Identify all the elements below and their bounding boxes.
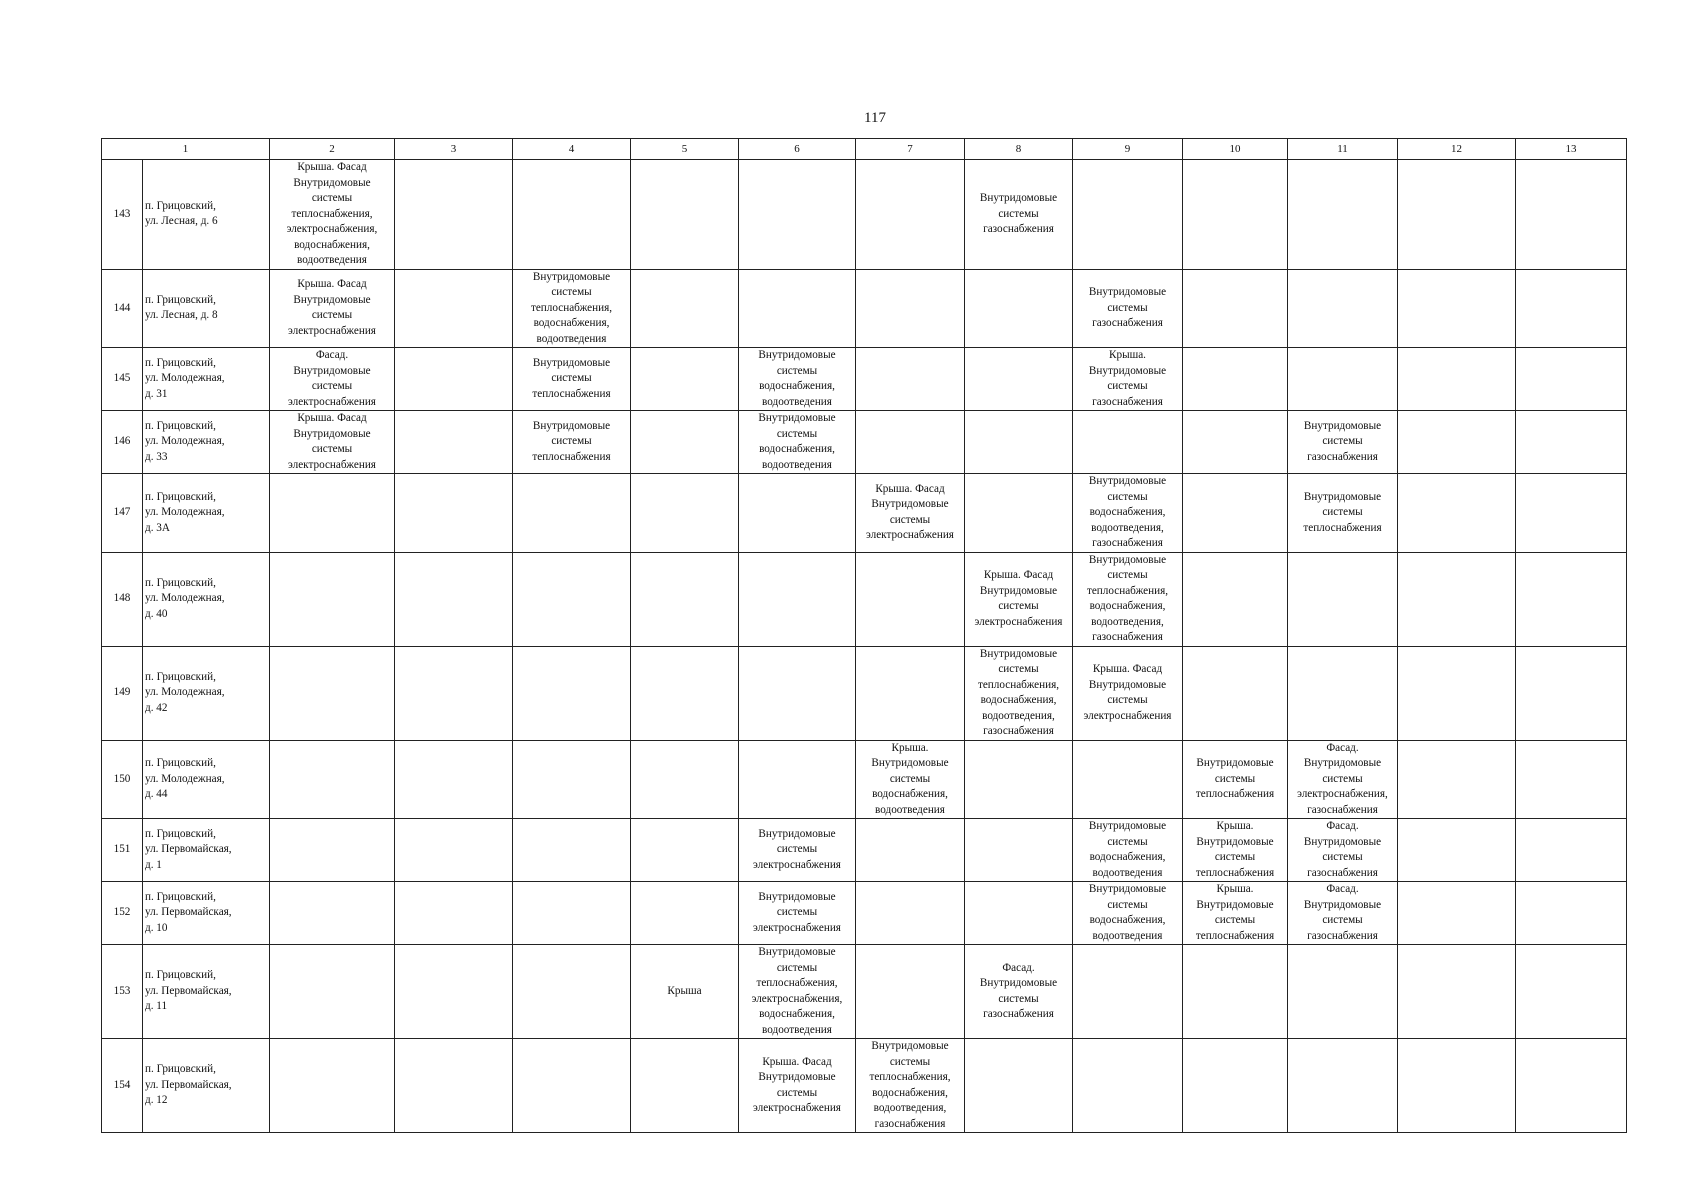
column-header: 11 xyxy=(1288,139,1398,160)
work-cell-col-3 xyxy=(395,411,513,474)
work-cell-col-6 xyxy=(739,740,856,819)
work-cell-col-8 xyxy=(965,269,1073,348)
table-row xyxy=(102,882,1627,945)
work-cell-col-12 xyxy=(1398,269,1516,348)
work-cell-col-12 xyxy=(1398,740,1516,819)
row-number: 150 xyxy=(102,740,143,819)
column-header: 4 xyxy=(513,139,631,160)
work-cell-col-6: Крыша. Фасад Внутридомовые системы электроснабжения xyxy=(739,1039,856,1133)
work-cell-col-10 xyxy=(1183,552,1288,646)
work-cell-col-13 xyxy=(1516,269,1627,348)
work-cell-col-7 xyxy=(856,411,965,474)
work-cell-col-4 xyxy=(513,552,631,646)
row-number: 145 xyxy=(102,348,143,411)
work-cell-col-5 xyxy=(631,1039,739,1133)
address-cell: п. Грицовский, ул. Молодежная, д. 3А xyxy=(143,474,270,553)
work-cell-col-5 xyxy=(631,740,739,819)
work-cell-col-3 xyxy=(395,552,513,646)
work-cell-col-4 xyxy=(513,945,631,1039)
work-cell-col-11 xyxy=(1288,348,1398,411)
table-row xyxy=(102,819,1627,882)
address-cell: п. Грицовский, ул. Первомайская, д. 12 xyxy=(143,1039,270,1133)
table-row xyxy=(102,269,1627,348)
work-cell-col-5 xyxy=(631,160,739,270)
work-cell-col-4 xyxy=(513,646,631,740)
column-header: 13 xyxy=(1516,139,1627,160)
work-cell-col-9 xyxy=(1073,945,1183,1039)
work-cell-col-4 xyxy=(513,474,631,553)
work-cell-col-6 xyxy=(739,160,856,270)
work-cell-col-12 xyxy=(1398,646,1516,740)
column-header: 6 xyxy=(739,139,856,160)
work-cell-col-7 xyxy=(856,882,965,945)
work-cell-col-3 xyxy=(395,882,513,945)
row-number: 147 xyxy=(102,474,143,553)
row-number: 143 xyxy=(102,160,143,270)
table-row xyxy=(102,160,1627,270)
work-cell-col-6: Внутридомовые системы теплоснабжения, электроснабжения, водоснабжения, водоотведения xyxy=(739,945,856,1039)
work-cell-col-8 xyxy=(965,882,1073,945)
work-cell-col-8 xyxy=(965,740,1073,819)
address-cell: п. Грицовский, ул. Лесная, д. 8 xyxy=(143,269,270,348)
work-cell-col-5 xyxy=(631,819,739,882)
work-cell-col-10 xyxy=(1183,474,1288,553)
work-cell-col-5: Крыша xyxy=(631,945,739,1039)
work-cell-col-2 xyxy=(270,646,395,740)
work-cell-col-6 xyxy=(739,269,856,348)
work-cell-col-13 xyxy=(1516,646,1627,740)
work-cell-col-3 xyxy=(395,1039,513,1133)
work-cell-col-10: Внутридомовые системы теплоснабжения xyxy=(1183,740,1288,819)
work-cell-col-11 xyxy=(1288,646,1398,740)
work-cell-col-7: Внутридомовые системы теплоснабжения, водоснабжения, водоотведения, газоснабжения xyxy=(856,1039,965,1133)
work-cell-col-8 xyxy=(965,819,1073,882)
work-cell-col-12 xyxy=(1398,474,1516,553)
work-cell-col-3 xyxy=(395,740,513,819)
work-cell-col-7 xyxy=(856,552,965,646)
work-cell-col-8: Внутридомовые системы теплоснабжения, водоснабжения, водоотведения, газоснабжения xyxy=(965,646,1073,740)
work-cell-col-9 xyxy=(1073,160,1183,270)
table-body xyxy=(102,139,1627,1133)
work-cell-col-12 xyxy=(1398,1039,1516,1133)
work-cell-col-4 xyxy=(513,160,631,270)
work-cell-col-9: Внутридомовые системы теплоснабжения, водоснабжения, водоотведения, газоснабжения xyxy=(1073,552,1183,646)
work-cell-col-2: Крыша. Фасад Внутридомовые системы теплоснабжения, электроснабжения, водоснабжения, водоотведения xyxy=(270,160,395,270)
work-cell-col-10 xyxy=(1183,269,1288,348)
table-row xyxy=(102,552,1627,646)
column-header: 8 xyxy=(965,139,1073,160)
work-cell-col-5 xyxy=(631,411,739,474)
column-header: 9 xyxy=(1073,139,1183,160)
column-header: 1 xyxy=(102,139,270,160)
work-cell-col-8: Крыша. Фасад Внутридомовые системы электроснабжения xyxy=(965,552,1073,646)
column-header: 5 xyxy=(631,139,739,160)
work-cell-col-6 xyxy=(739,552,856,646)
address-cell: п. Грицовский, ул. Молодежная, д. 42 xyxy=(143,646,270,740)
work-cell-col-4: Внутридомовые системы теплоснабжения xyxy=(513,411,631,474)
work-cell-col-9: Крыша. Внутридомовые системы газоснабжения xyxy=(1073,348,1183,411)
work-cell-col-6 xyxy=(739,474,856,553)
table-row xyxy=(102,646,1627,740)
work-cell-col-2: Крыша. Фасад Внутридомовые системы электроснабжения xyxy=(270,269,395,348)
work-cell-col-11: Внутридомовые системы теплоснабжения xyxy=(1288,474,1398,553)
work-cell-col-6: Внутридомовые системы электроснабжения xyxy=(739,882,856,945)
work-cell-col-13 xyxy=(1516,740,1627,819)
work-cell-col-11: Фасад. Внутридомовые системы электроснабжения, газоснабжения xyxy=(1288,740,1398,819)
work-cell-col-2: Крыша. Фасад Внутридомовые системы электроснабжения xyxy=(270,411,395,474)
column-header: 10 xyxy=(1183,139,1288,160)
row-number: 154 xyxy=(102,1039,143,1133)
work-cell-col-12 xyxy=(1398,945,1516,1039)
work-cell-col-8 xyxy=(965,1039,1073,1133)
work-cell-col-5 xyxy=(631,348,739,411)
work-cell-col-2 xyxy=(270,740,395,819)
table-row xyxy=(102,945,1627,1039)
work-cell-col-3 xyxy=(395,474,513,553)
work-cell-col-11 xyxy=(1288,1039,1398,1133)
work-cell-col-7 xyxy=(856,646,965,740)
work-cell-col-10 xyxy=(1183,1039,1288,1133)
work-cell-col-10 xyxy=(1183,160,1288,270)
work-cell-col-7: Крыша. Внутридомовые системы водоснабжения, водоотведения xyxy=(856,740,965,819)
work-cell-col-12 xyxy=(1398,882,1516,945)
work-cell-col-9 xyxy=(1073,1039,1183,1133)
work-cell-col-9: Внутридомовые системы водоснабжения, водоотведения xyxy=(1073,882,1183,945)
work-cell-col-11 xyxy=(1288,552,1398,646)
row-number: 153 xyxy=(102,945,143,1039)
work-cell-col-5 xyxy=(631,552,739,646)
work-cell-col-11: Фасад. Внутридомовые системы газоснабжения xyxy=(1288,882,1398,945)
work-cell-col-10: Крыша. Внутридомовые системы теплоснабжения xyxy=(1183,819,1288,882)
row-number: 149 xyxy=(102,646,143,740)
table-row xyxy=(102,348,1627,411)
column-header: 2 xyxy=(270,139,395,160)
address-cell: п. Грицовский, ул. Лесная, д. 6 xyxy=(143,160,270,270)
work-cell-col-12 xyxy=(1398,160,1516,270)
column-header: 12 xyxy=(1398,139,1516,160)
work-cell-col-3 xyxy=(395,945,513,1039)
address-cell: п. Грицовский, ул. Молодежная, д. 44 xyxy=(143,740,270,819)
work-cell-col-5 xyxy=(631,882,739,945)
work-cell-col-8: Фасад. Внутридомовые системы газоснабжения xyxy=(965,945,1073,1039)
work-cell-col-8 xyxy=(965,474,1073,553)
row-number: 144 xyxy=(102,269,143,348)
address-cell: п. Грицовский, ул. Первомайская, д. 1 xyxy=(143,819,270,882)
work-cell-col-5 xyxy=(631,474,739,553)
work-cell-col-13 xyxy=(1516,348,1627,411)
work-cell-col-2: Фасад. Внутридомовые системы электроснабжения xyxy=(270,348,395,411)
work-cell-col-10 xyxy=(1183,646,1288,740)
work-cell-col-9: Внутридомовые системы газоснабжения xyxy=(1073,269,1183,348)
work-cell-col-2 xyxy=(270,1039,395,1133)
work-cell-col-11 xyxy=(1288,160,1398,270)
work-cell-col-2 xyxy=(270,552,395,646)
work-cell-col-4: Внутридомовые системы теплоснабжения xyxy=(513,348,631,411)
work-cell-col-11: Внутридомовые системы газоснабжения xyxy=(1288,411,1398,474)
work-cell-col-4 xyxy=(513,882,631,945)
work-cell-col-4: Внутридомовые системы теплоснабжения, водоснабжения, водоотведения xyxy=(513,269,631,348)
work-cell-col-12 xyxy=(1398,411,1516,474)
table-row xyxy=(102,1039,1627,1133)
work-cell-col-6: Внутридомовые системы водоснабжения, водоотведения xyxy=(739,411,856,474)
work-cell-col-11: Фасад. Внутридомовые системы газоснабжения xyxy=(1288,819,1398,882)
repair-schedule-table xyxy=(101,138,1627,1133)
work-cell-col-9 xyxy=(1073,740,1183,819)
work-cell-col-13 xyxy=(1516,160,1627,270)
work-cell-col-4 xyxy=(513,740,631,819)
row-number: 152 xyxy=(102,882,143,945)
work-cell-col-13 xyxy=(1516,1039,1627,1133)
row-number: 148 xyxy=(102,552,143,646)
work-cell-col-8 xyxy=(965,348,1073,411)
work-cell-col-7 xyxy=(856,945,965,1039)
row-number: 146 xyxy=(102,411,143,474)
work-cell-col-6: Внутридомовые системы электроснабжения xyxy=(739,819,856,882)
work-cell-col-5 xyxy=(631,646,739,740)
address-cell: п. Грицовский, ул. Молодежная, д. 31 xyxy=(143,348,270,411)
address-cell: п. Грицовский, ул. Молодежная, д. 40 xyxy=(143,552,270,646)
work-cell-col-7 xyxy=(856,348,965,411)
address-cell: п. Грицовский, ул. Молодежная, д. 33 xyxy=(143,411,270,474)
work-cell-col-3 xyxy=(395,646,513,740)
page-number: 117 xyxy=(864,110,886,126)
work-cell-col-4 xyxy=(513,1039,631,1133)
work-cell-col-10 xyxy=(1183,945,1288,1039)
work-cell-col-13 xyxy=(1516,945,1627,1039)
work-cell-col-2 xyxy=(270,819,395,882)
work-cell-col-5 xyxy=(631,269,739,348)
column-header-row xyxy=(102,139,1627,160)
work-cell-col-9 xyxy=(1073,411,1183,474)
work-cell-col-8: Внутридомовые системы газоснабжения xyxy=(965,160,1073,270)
table-row xyxy=(102,740,1627,819)
work-cell-col-10 xyxy=(1183,348,1288,411)
work-cell-col-3 xyxy=(395,819,513,882)
work-cell-col-7: Крыша. Фасад Внутридомовые системы электроснабжения xyxy=(856,474,965,553)
work-cell-col-2 xyxy=(270,882,395,945)
address-cell: п. Грицовский, ул. Первомайская, д. 11 xyxy=(143,945,270,1039)
table-row xyxy=(102,411,1627,474)
work-cell-col-13 xyxy=(1516,411,1627,474)
work-cell-col-8 xyxy=(965,411,1073,474)
work-cell-col-9: Внутридомовые системы водоснабжения, водоотведения, газоснабжения xyxy=(1073,474,1183,553)
work-cell-col-4 xyxy=(513,819,631,882)
work-cell-col-7 xyxy=(856,819,965,882)
work-cell-col-7 xyxy=(856,269,965,348)
work-cell-col-12 xyxy=(1398,819,1516,882)
table-row xyxy=(102,474,1627,553)
work-cell-col-3 xyxy=(395,348,513,411)
work-cell-col-6 xyxy=(739,646,856,740)
work-cell-col-10: Крыша. Внутридомовые системы теплоснабжения xyxy=(1183,882,1288,945)
work-cell-col-12 xyxy=(1398,348,1516,411)
address-cell: п. Грицовский, ул. Первомайская, д. 10 xyxy=(143,882,270,945)
work-cell-col-13 xyxy=(1516,819,1627,882)
work-cell-col-11 xyxy=(1288,269,1398,348)
work-cell-col-7 xyxy=(856,160,965,270)
work-cell-col-6: Внутридомовые системы водоснабжения, водоотведения xyxy=(739,348,856,411)
work-cell-col-13 xyxy=(1516,474,1627,553)
work-cell-col-12 xyxy=(1398,552,1516,646)
row-number: 151 xyxy=(102,819,143,882)
work-cell-col-9: Внутридомовые системы водоснабжения, водоотведения xyxy=(1073,819,1183,882)
work-cell-col-2 xyxy=(270,945,395,1039)
column-header: 3 xyxy=(395,139,513,160)
work-cell-col-3 xyxy=(395,160,513,270)
work-cell-col-10 xyxy=(1183,411,1288,474)
work-cell-col-13 xyxy=(1516,882,1627,945)
work-cell-col-11 xyxy=(1288,945,1398,1039)
work-cell-col-3 xyxy=(395,269,513,348)
column-header: 7 xyxy=(856,139,965,160)
work-cell-col-13 xyxy=(1516,552,1627,646)
work-cell-col-2 xyxy=(270,474,395,553)
work-cell-col-9: Крыша. Фасад Внутридомовые системы электроснабжения xyxy=(1073,646,1183,740)
